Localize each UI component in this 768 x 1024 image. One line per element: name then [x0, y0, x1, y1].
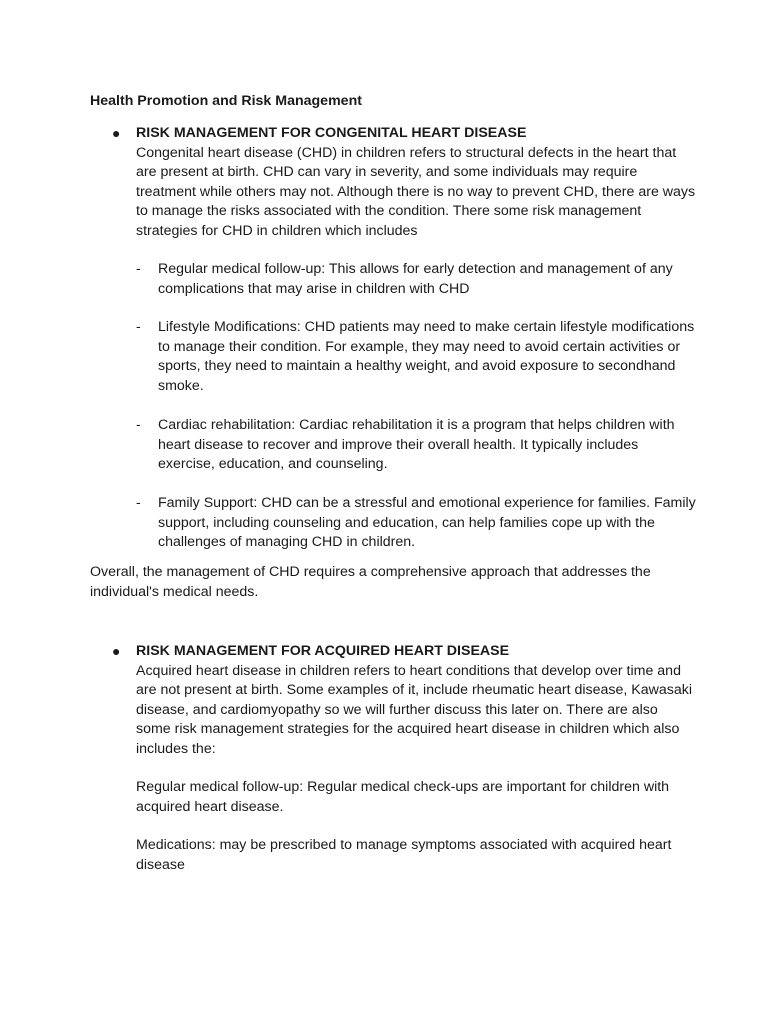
- list-item: [136, 416, 696, 475]
- list-item-text: Regular medical follow-up: This allows for early detection and management of any complications that may arise in children with CHD: [158, 261, 673, 297]
- list-item-text: Family Support: CHD can be a stressful and emotional experience for families. Family support, including counseling and education, can help families cope up with the challenges of managing CHD in children.: [158, 495, 696, 550]
- paragraph-medications: Medications: may be prescribed to manage symptoms associated with acquired heart disease: [136, 837, 672, 873]
- section-title-acquired: RISK MANAGEMENT FOR ACQUIRED HEART DISEASE: [136, 643, 510, 659]
- dash-marker: -: [136, 495, 141, 511]
- section-acquired: [112, 642, 696, 759]
- paragraph-follow-up: Regular medical follow-up: Regular medical check-ups are important for children with acquired heart disease.: [136, 779, 670, 815]
- list-item-text: Cardiac rehabilitation: Cardiac rehabilitation it is a program that helps children with heart disease to recover and improve their overall health. It typically includes exercise, education, and counseling.: [158, 417, 675, 472]
- bullet-icon: ●: [112, 125, 121, 141]
- list-item: [136, 260, 696, 299]
- dash-marker: -: [136, 319, 141, 335]
- list-item-text: Lifestyle Modifications: CHD patients may need to make certain lifestyle modifications to manage their condition. For example, they may need to avoid certain activities or sports, they need to maintain a healthy weight, and avoid exposure to secondhand smoke.: [158, 319, 695, 394]
- dash-marker: -: [136, 417, 141, 433]
- list-item: [136, 318, 696, 396]
- section-intro-acquired: Acquired heart disease in children refers to heart conditions that develop over time and are not present at birth. Some examples of it, include rheumatic heart disease, Kawasaki disease, and cardiomyopathy so we will further discuss this later on. There are also some risk management strategies for the acquired heart disease in children which also includes the:: [136, 662, 692, 757]
- section-title-congenital: RISK MANAGEMENT FOR CONGENITAL HEART DISEASE: [136, 125, 527, 141]
- section-congenital: [112, 124, 696, 241]
- dash-marker: -: [136, 261, 141, 277]
- overall-paragraph: Overall, the management of CHD requires a comprehensive approach that addresses the individual's medical needs.: [90, 564, 651, 600]
- section-intro-congenital: Congenital heart disease (CHD) in children refers to structural defects in the heart that are present at birth. CHD can vary in severity, and some individuals may require treatment while others may not. Although there is no way to prevent CHD, there are ways to manage the risks associated with the condition. There some risk management strategies for CHD in children which includes: [136, 144, 696, 239]
- document-heading: Health Promotion and Risk Management: [90, 93, 362, 109]
- list-item: [136, 494, 696, 553]
- bullet-icon: ●: [112, 643, 121, 659]
